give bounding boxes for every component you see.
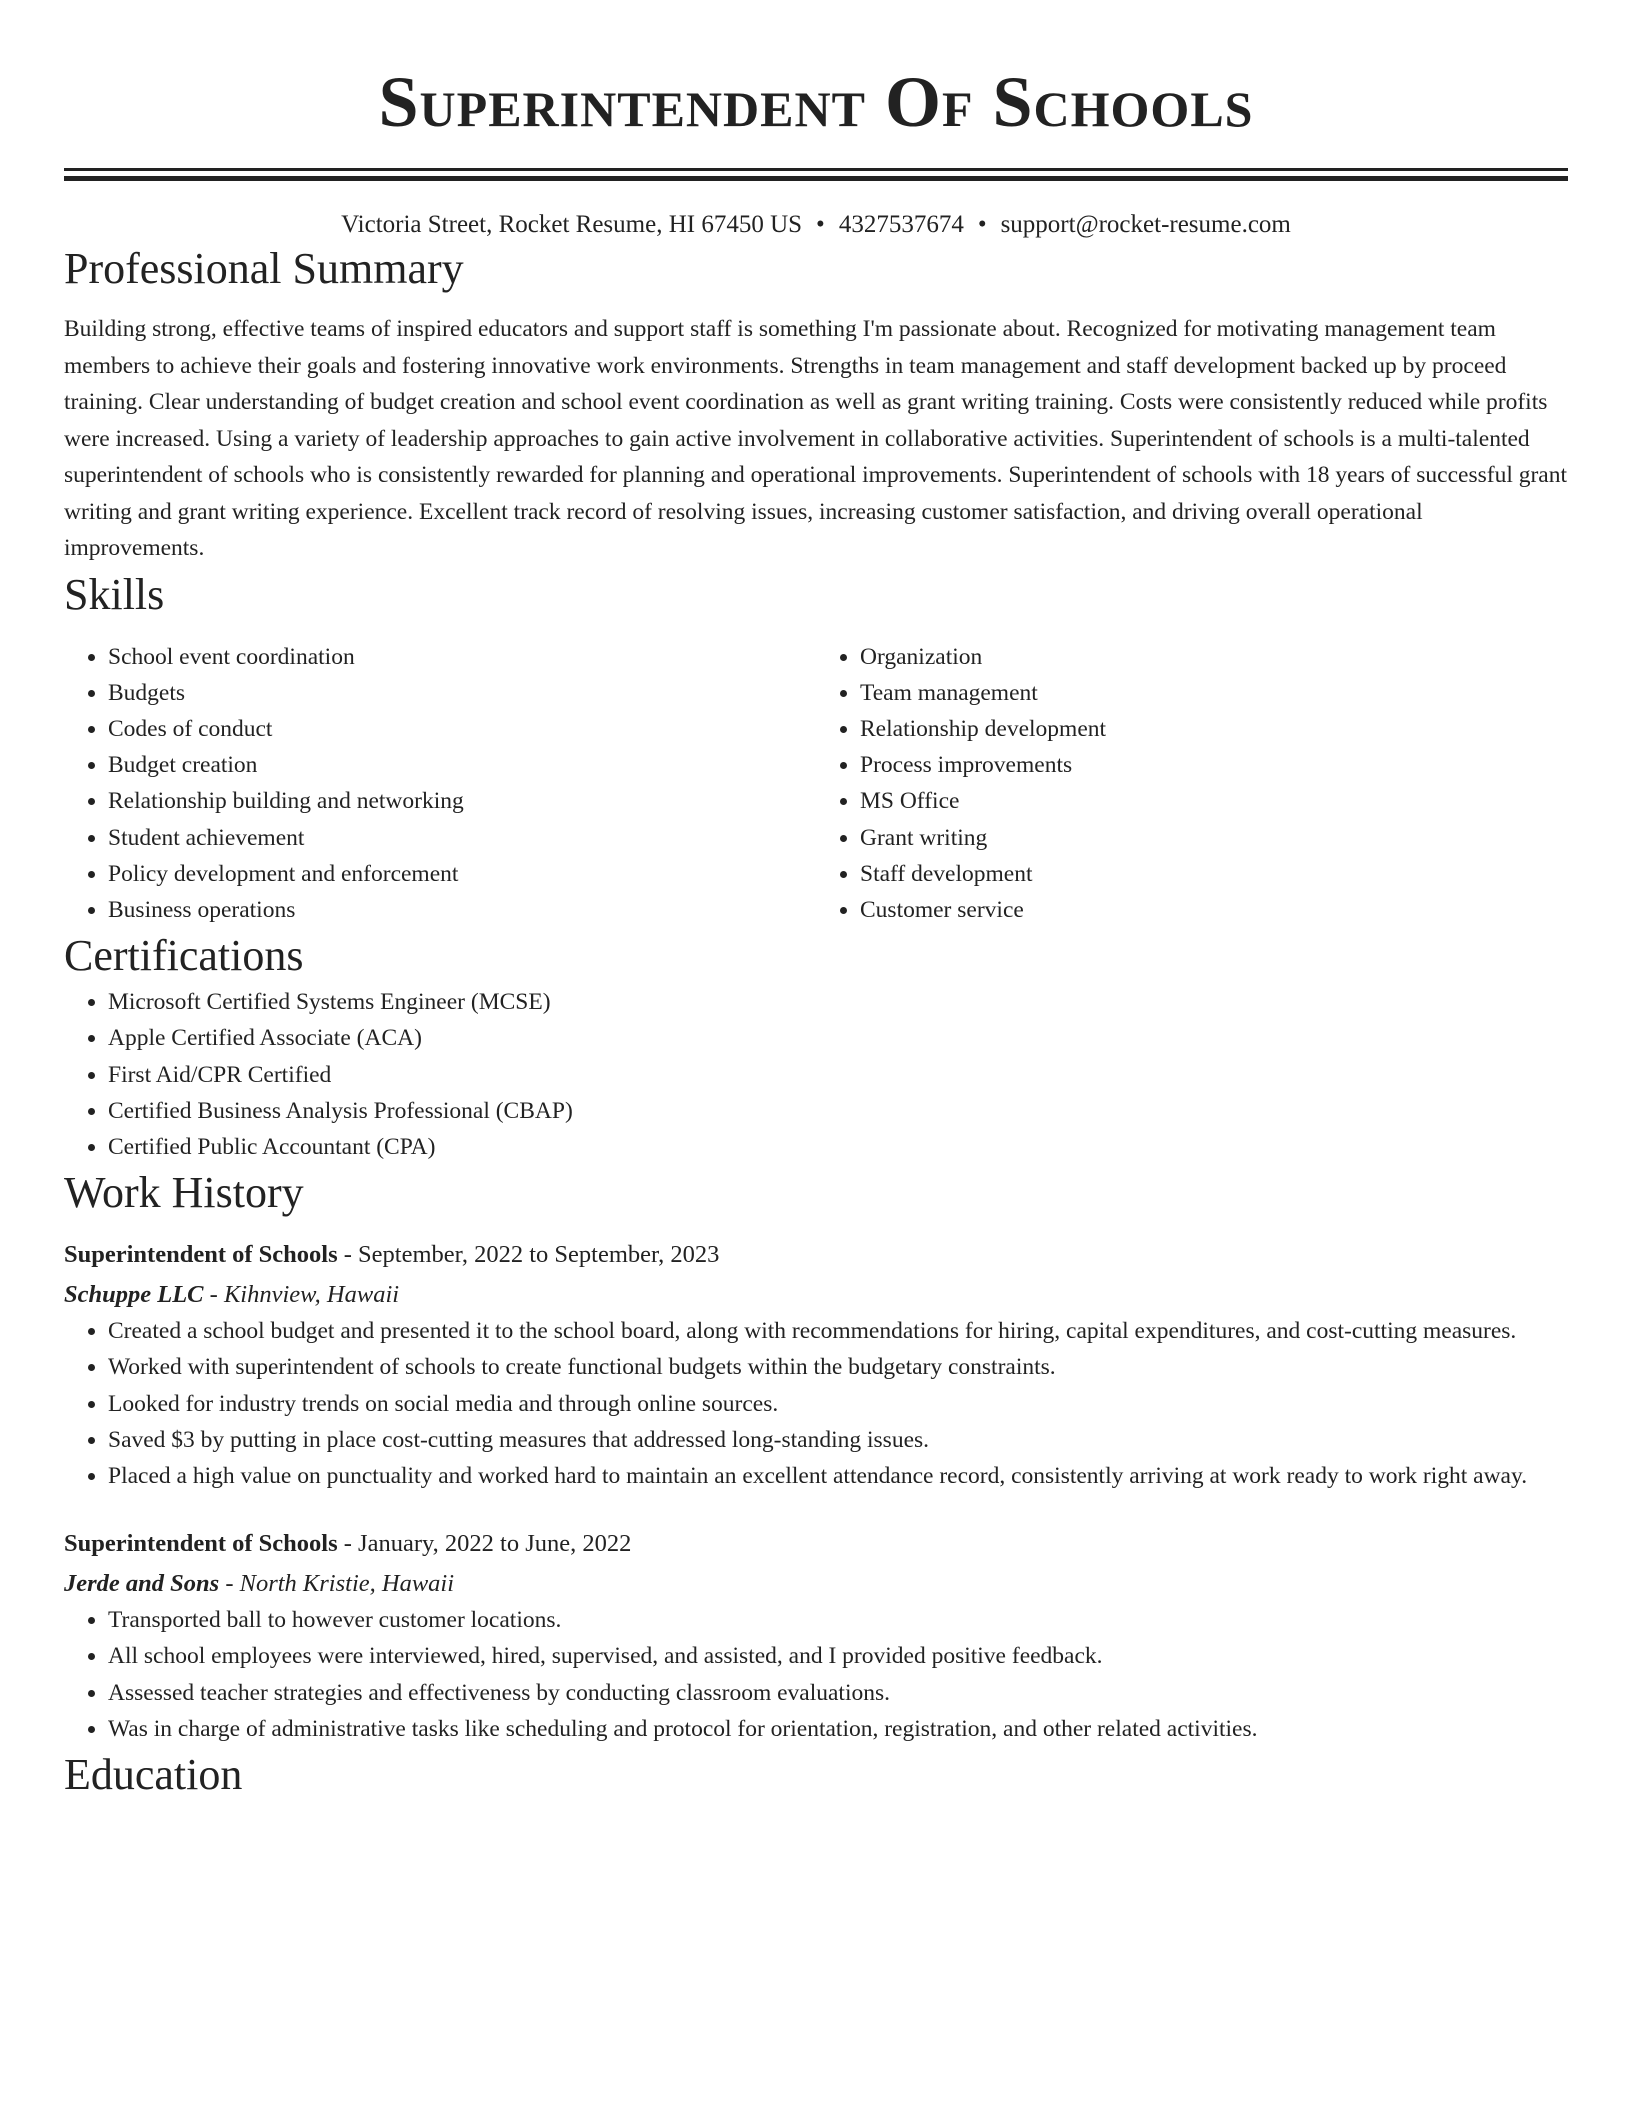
certification-item: • First Aid/CPR Certified [108,1057,1568,1093]
job-bullet: • All school employees were interviewed, hired, supervised, and assisted, and I provided positive feedback. [108,1638,1568,1674]
job-bullet: • Was in charge of administrative tasks like scheduling and protocol for orientation, registration, and other related activities. [108,1711,1568,1747]
job-company-line [64,1566,1568,1602]
job-bullet: • Saved $3 by putting in place cost-cutting measures that addressed long-standing issues. [108,1422,1568,1458]
skill-item: • Process improvements [860,747,1568,783]
job-company-line [64,1277,1568,1313]
certification-item: • Microsoft Certified Systems Engineer (MCSE) [108,984,1568,1020]
section-heading-summary: Professional Summary [64,244,464,293]
skill-item: • Grant writing [860,820,1568,856]
job-location: - Kihnview, Hawaii [203,1281,400,1309]
job-bullet: • Looked for industry trends on social media and through online sources. [108,1386,1568,1422]
job-title-line [64,1526,1568,1562]
job-dates: - January, 2022 to June, 2022 [337,1530,632,1558]
skill-item: • Budget creation [108,747,816,783]
skill-item: • School event coordination [108,639,816,675]
section-heading-education: Education [64,1749,243,1799]
resume-title: Superintendent Of Schools [378,62,1254,142]
title-rule-top [64,168,1568,171]
skills-columns [64,639,1568,929]
job-dates: - September, 2022 to September, 2023 [337,1241,720,1269]
skill-item: • Student achievement [108,820,816,856]
job-title: Superintendent of Schools [64,1530,338,1558]
job-bullet: • Placed a high value on punctuality and worked hard to maintain an excellent attendance record, consistently arriving at work ready to work right away. [108,1458,1568,1494]
certification-item: • Apple Certified Associate (ACA) [108,1020,1568,1056]
skill-item: • MS Office [860,783,1568,819]
contact-line [64,209,1568,241]
job-bullet: • Worked with superintendent of schools to create functional budgets within the budgetary constraints. [108,1349,1568,1385]
job-entry [64,1237,1568,1494]
section-heading-certifications: Certifications [64,931,304,981]
job-bullets [64,1313,1568,1494]
skill-item: • Budgets [108,675,816,711]
job-bullet: • Transported ball to however customer locations. [108,1602,1568,1638]
skill-item: • Business operations [108,892,816,928]
skill-item: • Staff development [860,856,1568,892]
section-heading-skills: Skills [64,569,165,619]
skill-item: • Relationship building and networking [108,783,816,819]
job-entry [64,1526,1568,1747]
skill-item: • Relationship development [860,711,1568,747]
summary-text: Building strong, effective teams of inspired educators and support staff is something I'm passionate about. Recognized for motivating management team members to achieve their goals and fostering innovative work environments. Strengths in team management and staff development backed up by proceed training. Clear understanding of budget creation and school event coordination as well as grant writing training. Costs were consistently reduced while profits were increased. Using a variety of leadership approaches to gain active involvement in collaborative activities. Superintendent of schools is a multi-talented superintendent of schools who is consistently rewarded for planning and operational improvements. Superintendent of schools with 18 years of successful grant writing and grant writing experience. Excellent track record of resolving issues, increasing customer satisfaction, and driving overall operational improvements. [64,316,1568,561]
section-heading-work-history: Work History [64,1168,304,1218]
contact-separator: • [977,211,987,238]
skills-list-left [64,639,816,929]
skill-item: • Codes of conduct [108,711,816,747]
contact-address: Victoria Street, Rocket Resume, HI 67450 US [341,211,803,238]
job-title: Superintendent of Schools [64,1241,338,1269]
job-bullet: • Assessed teacher strategies and effectiveness by conducting classroom evaluations. [108,1675,1568,1711]
job-bullets [64,1602,1568,1747]
contact-email[interactable]: support@rocket-resume.com [1000,211,1291,238]
title-rule-bottom [64,176,1568,181]
job-company: Schuppe LLC [64,1281,204,1309]
certification-item: • Certified Public Accountant (CPA) [108,1129,1568,1165]
skill-item: • Organization [860,639,1568,675]
skill-item: • Customer service [860,892,1568,928]
skill-item: • Team management [860,675,1568,711]
certification-item: • Certified Business Analysis Professional (CBAP) [108,1093,1568,1129]
skills-list-right [816,639,1568,929]
certifications-list [64,984,1568,1165]
contact-phone: 4327537674 [838,211,964,238]
contact-separator: • [816,211,825,238]
job-company: Jerde and Sons [64,1570,220,1598]
job-title-line [64,1237,1568,1273]
job-bullet: • Created a school budget and presented it to the school board, along with recommendations for hiring, capital expenditures, and cost-cutting measures. [108,1313,1568,1349]
skill-item: • Policy development and enforcement [108,856,816,892]
job-location: - North Kristie, Hawaii [219,1570,455,1598]
